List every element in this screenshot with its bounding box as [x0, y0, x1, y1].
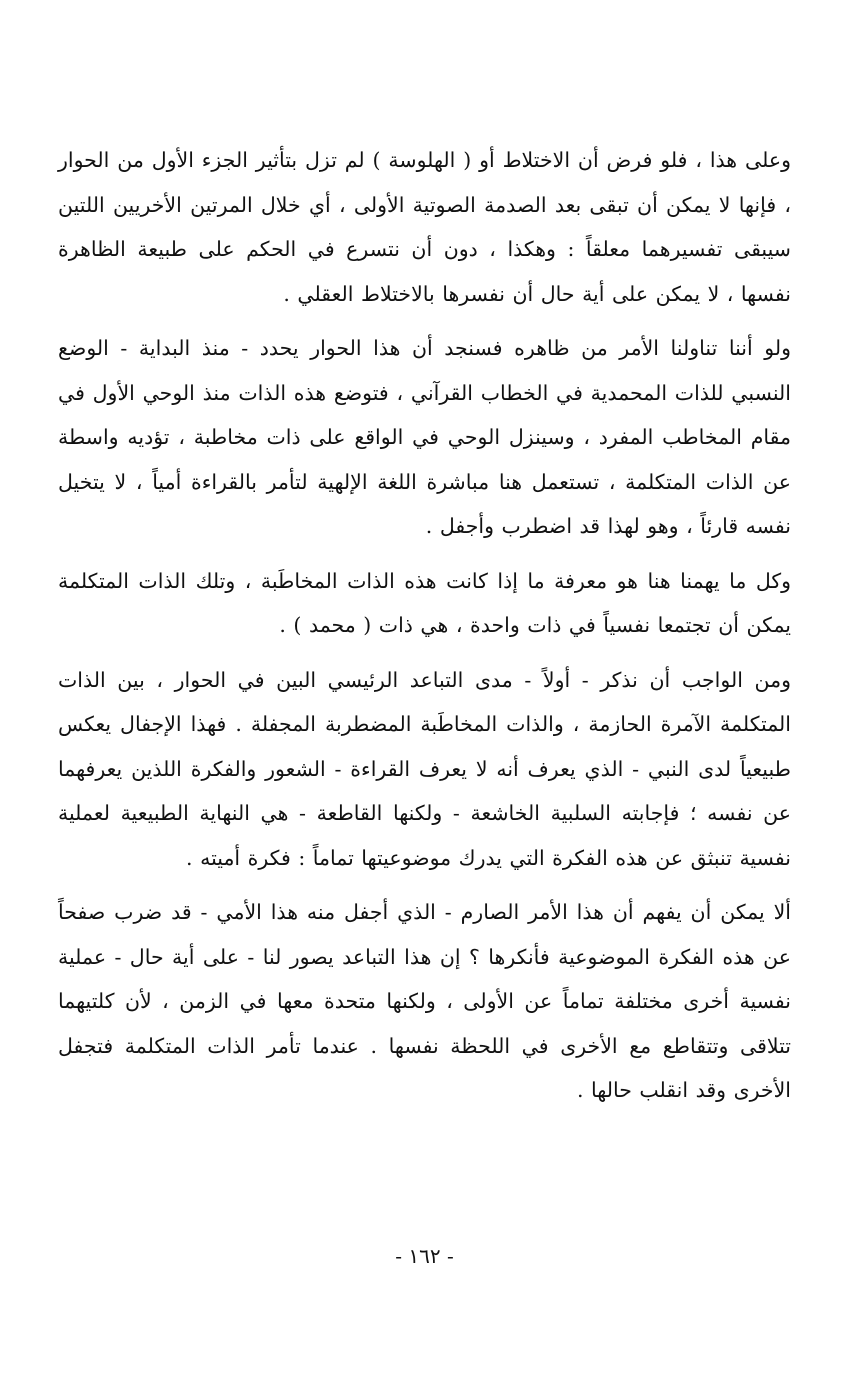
paragraph-5: ألا يمكن أن يفهم أن هذا الأمر الصارم - الذي أجفل منه هذا الأمي - قد ضرب صفحاً عن هذه الفكرة الموضوعية فأنكرها ؟ إن هذا التباعد يصور لنا - على أية حال - عملية نفسية أخرى مختلفة تماماً عن الأولى ، ولكنها متحدة معها في الزمن ، لأن كلتيهما تتلاقى وتتقاطع مع الأخرى في اللحظة نفسها . عندما تأمر الذات المتكلمة فتجفل الأخرى وقد انقلب حالها . [58, 900, 791, 1102]
paragraph-2: ولو أننا تناولنا الأمر من ظاهره فسنجد أن هذا الحوار يحدد - منذ البداية - الوضع النسبي للذات المحمدية في الخطاب القرآني ، فتوضع هذه الذات منذ الوحي الأول في مقام المخاطب المفرد ، وسينزل الوحي في الواقع على ذات مخاطبة ، تؤديه واسطة عن الذات المتكلمة ، تستعمل هنا مباشرة اللغة الإلهية لتأمر بالقراءة أمياً ، لا يتخيل نفسه قارئاً ، وهو لهذا قد اضطرب وأجفل . [58, 336, 791, 538]
paragraph-3: وكل ما يهمنا هنا هو معرفة ما إذا كانت هذه الذات المخاطَبة ، وتلك الذات المتكلمة يمكن أن تجتمعا نفسياً في ذات واحدة ، هي ذات ( محمد ) . [58, 568, 791, 637]
paragraph-1: وعلى هذا ، فلو فرض أن الاختلاط أو ( الهلوسة ) لم تزل بتأثير الجزء الأول من الحوار ، فإنها لا يمكن أن تبقى بعد الصدمة الصوتية الأولى ، أي خلال المرتين الأخريين اللتين سيبقى تفسيرهما معلقاً : وهكذا ، دون أن نتسرع في الحكم على طبيعة الظاهرة نفسها ، لا يمكن على أية حال أن نفسرها بالاختلاط العقلي . [58, 148, 791, 306]
page-number: - ١٦٢ - [395, 1244, 454, 1268]
page-body [58, 138, 791, 1113]
paragraph-4: ومن الواجب أن نذكر - أولاً - مدى التباعد الرئيسي البين في الحوار ، بين الذات المتكلمة الآمرة الحازمة ، والذات المخاطَبة المضطربة المجفلة . فهذا الإجفال يعكس طبيعياً لدى النبي - الذي يعرف أنه لا يعرف القراءة - الشعور والفكرة اللذين يعرفهما عن نفسه ؛ فإجابته السلبية الخاشعة - ولكنها القاطعة - هي النهاية الطبيعية لعملية نفسية تنبثق عن هذه الفكرة التي يدرك موضوعيتها تماماً : فكرة أميته . [58, 667, 791, 870]
